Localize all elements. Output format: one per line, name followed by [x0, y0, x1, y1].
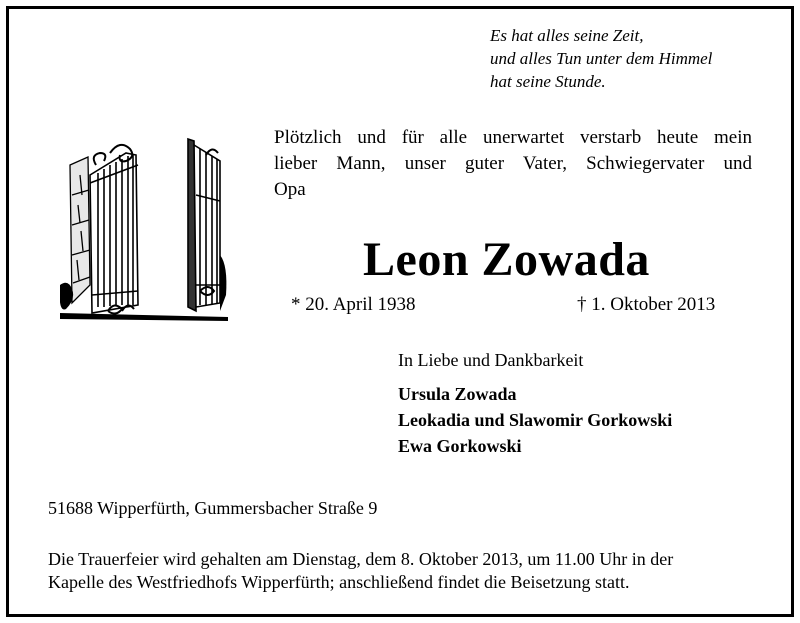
- mourner-name: Ewa Gorkowski: [398, 436, 522, 456]
- intro-line-2: lieber Mann, unser guter Vater, Schwiegervater und: [274, 153, 752, 174]
- intro-line-1: Plötzlich und für alle unerwartet verstarb heute mein: [274, 127, 752, 148]
- service-line-2: Kapelle des Westfriedhofs Wipperfürth; anschließend findet die Beisetzung statt.: [48, 572, 630, 592]
- deceased-name: Leon Zowada: [363, 233, 650, 286]
- open-gate-illustration: [60, 135, 228, 325]
- mourners-heading: In Liebe und Dankbarkeit: [398, 350, 584, 370]
- death-date: † 1. Oktober 2013: [577, 294, 716, 315]
- quote-line-2: und alles Tun unter dem Himmel: [490, 49, 713, 68]
- mourners-list: [398, 381, 672, 459]
- birth-date: * 20. April 1938: [291, 294, 416, 315]
- funeral-service-info: [48, 548, 673, 594]
- intro-line-3: Opa: [274, 179, 306, 200]
- family-address: 51688 Wipperfürth, Gummersbacher Straße 9: [48, 498, 378, 518]
- mourner-name: Leokadia und Slawomir Gorkowski: [398, 410, 673, 430]
- death-announcement-text: [274, 125, 752, 203]
- quote-line-3: hat seine Stunde.: [490, 72, 606, 91]
- mourner-name: Ursula Zowada: [398, 384, 517, 404]
- service-line-1: Die Trauerfeier wird gehalten am Dienstag, dem 8. Oktober 2013, um 11.00 Uhr in der: [48, 549, 674, 569]
- quote-line-1: Es hat alles seine Zeit,: [490, 26, 644, 45]
- bible-quote: [490, 24, 712, 93]
